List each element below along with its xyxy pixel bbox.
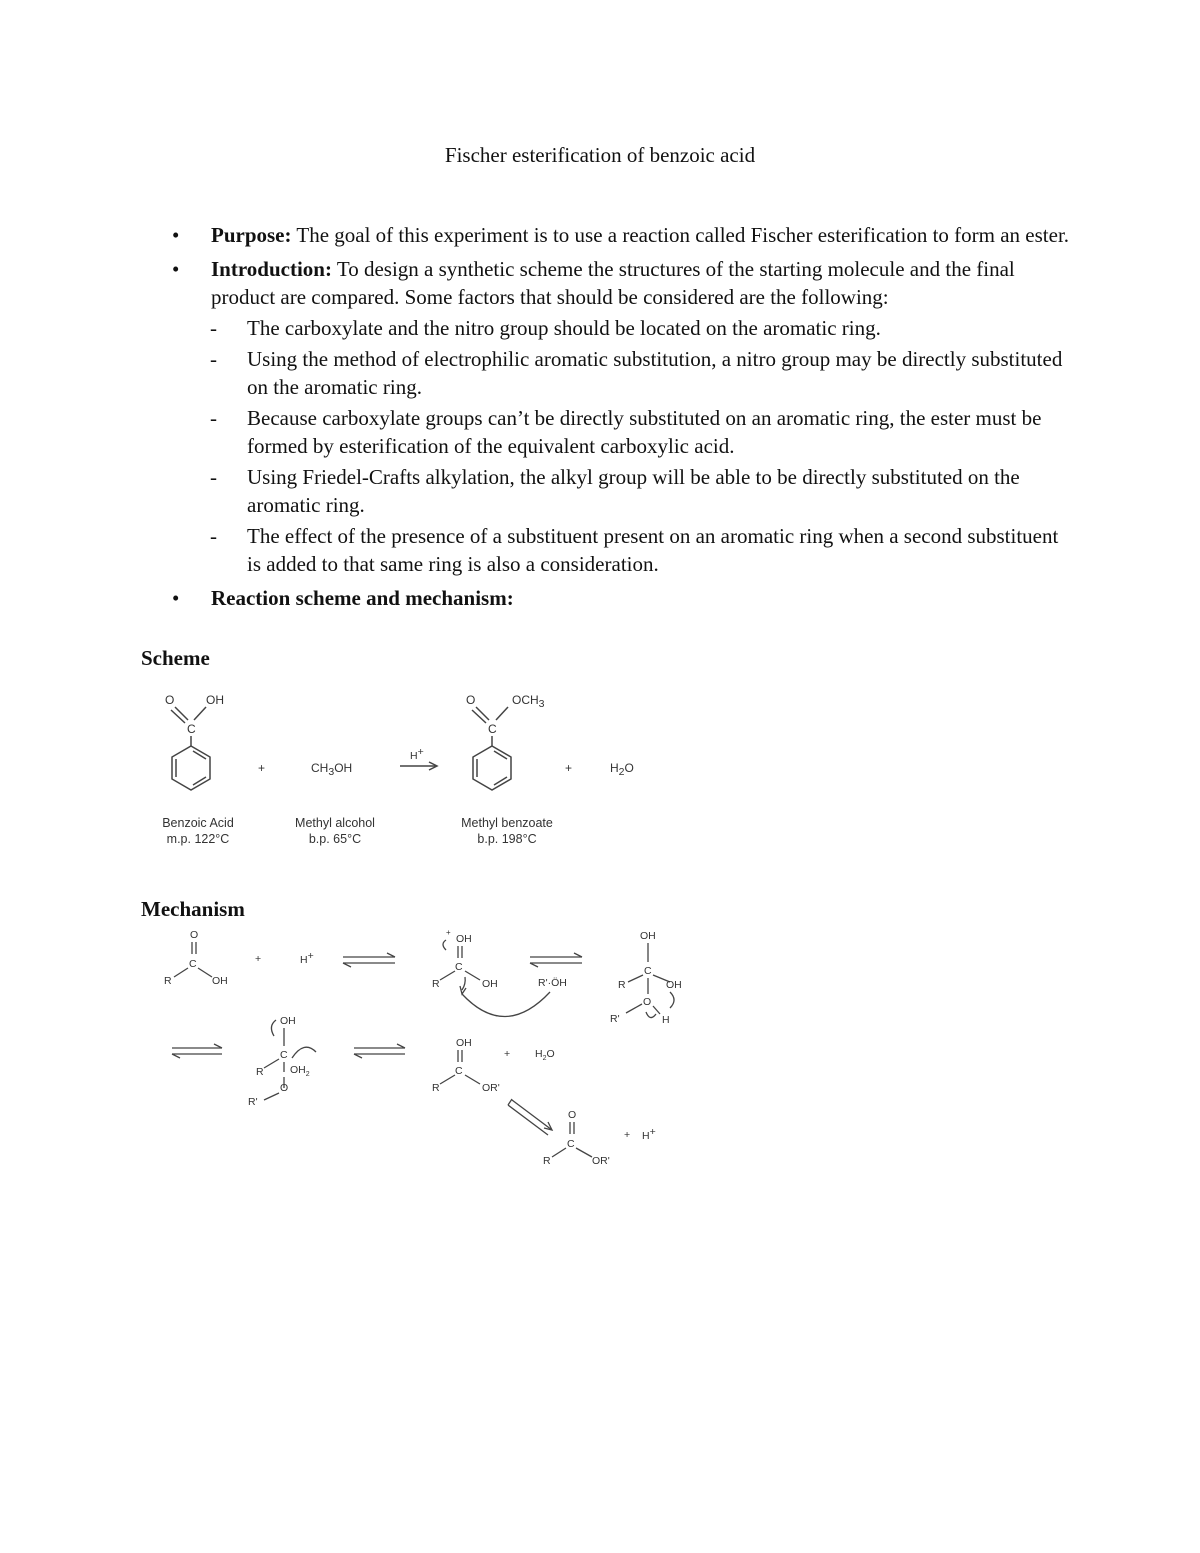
dash-icon: - <box>210 316 217 340</box>
svg-text:O: O <box>190 929 199 941</box>
protonated-ester <box>432 1030 500 1094</box>
benzoic-acid-structure <box>165 693 224 790</box>
svg-text:O: O <box>165 693 175 707</box>
page-title: Fischer esterification of benzoic acid <box>444 143 756 167</box>
svg-text:O: O <box>568 1109 577 1121</box>
list-item: - Using Friedel-Crafts alkylation, the alkyl group will be able to be directly substituted on the aromatic ring. <box>210 465 1020 517</box>
svg-text:OCH3: OCH3 <box>512 693 545 710</box>
svg-text:OH: OH <box>456 933 472 945</box>
plus-sign: + <box>255 953 262 965</box>
bullet-icon: • <box>172 586 180 610</box>
svg-text:R': R' <box>610 1013 620 1025</box>
svg-text:OR': OR' <box>482 1082 500 1094</box>
benzoic-acid-name: Benzoic Acid <box>162 816 234 830</box>
svg-text:OH: OH <box>640 930 656 942</box>
equilibrium-arrow <box>508 1099 552 1135</box>
svg-text:C: C <box>488 722 497 736</box>
equilibrium-arrow <box>172 1044 222 1058</box>
svg-text:OH: OH <box>206 693 224 707</box>
tetrahedral-intermediate <box>610 930 682 1026</box>
bullet-icon: • <box>172 223 180 247</box>
equilibrium-arrow <box>343 953 395 967</box>
svg-text:O: O <box>280 1082 289 1094</box>
list-item: - The effect of the presence of a substituent present on an aromatic ring when a second substituent is added to that same ring is also a consideration. <box>210 524 1059 576</box>
list-item: - The carboxylate and the nitro group should be located on the aromatic ring. <box>210 316 881 340</box>
list-item: - Because carboxylate groups can’t be directly substituted on an aromatic ring, the ester must be formed by esterification of the equivalent carboxylic acid. <box>210 406 1042 458</box>
svg-text:OH: OH <box>666 979 682 991</box>
svg-text:C: C <box>455 1065 463 1077</box>
list-item: - Using the method of electrophilic aromatic substitution, a nitro group may be directly substituted on the aromatic ring. <box>210 347 1063 399</box>
reaction-scheme <box>140 680 660 855</box>
scheme-heading: Scheme <box>141 646 210 670</box>
reaction-heading: Reaction scheme and mechanism: <box>211 586 514 610</box>
svg-text:OH2: $OH_2$ <box>290 1064 310 1078</box>
introduction-text: To design a synthetic scheme the structures of the starting molecule and the final product are compared. Some factors that should be considered are the following: <box>211 257 1015 309</box>
plus-sign: + <box>624 1129 631 1141</box>
plus-sign: + <box>258 761 266 775</box>
equilibrium-arrow <box>530 953 582 967</box>
svg-text:R: R <box>543 1155 551 1167</box>
plus-sign: + <box>504 1048 511 1060</box>
svg-text:H: H <box>662 1014 670 1026</box>
svg-text:O: O <box>643 996 652 1008</box>
mechanism-diagram <box>140 922 700 1177</box>
h-plus-product: H+ <box>642 1126 656 1142</box>
purpose-item <box>172 221 1072 249</box>
introduction-label: Introduction: <box>211 257 332 281</box>
methyl-benzoate-name: Methyl benzoate <box>461 816 553 830</box>
svg-text:O: O <box>466 693 476 707</box>
svg-text:OR': OR' <box>592 1155 610 1167</box>
methanol-formula: CH3OH <box>311 761 353 778</box>
equilibrium-arrow <box>354 1044 405 1058</box>
svg-text:R: R <box>618 979 626 991</box>
svg-text:R: R <box>164 975 172 987</box>
dash-icon: - <box>210 406 217 430</box>
svg-text:+: + <box>446 928 451 937</box>
svg-text:C: C <box>644 965 652 977</box>
water-product: $H_2O$ <box>535 1048 555 1062</box>
svg-text:R: R <box>432 1082 440 1094</box>
svg-text:C: C <box>189 958 197 970</box>
bullet-icon: • <box>172 257 180 281</box>
plus-sign: + <box>565 761 573 775</box>
water-formula: H2O <box>610 761 634 778</box>
svg-text:C: C <box>280 1049 288 1061</box>
svg-text:OH: OH <box>456 1037 472 1049</box>
svg-text:C: C <box>567 1138 575 1150</box>
svg-text:R': R' <box>248 1096 258 1108</box>
mechanism-heading: Mechanism <box>141 897 245 921</box>
svg-text:OH: OH <box>212 975 228 987</box>
svg-text:OH: OH <box>482 978 498 990</box>
bullet-list <box>172 221 1072 618</box>
svg-text:OH: OH <box>280 1015 296 1027</box>
purpose-text: The goal of this experiment is to use a reaction called Fischer esterification to form an ester. <box>291 223 1070 247</box>
purpose-label: Purpose: <box>211 223 292 247</box>
protonated-acid <box>432 928 498 990</box>
svg-text:R: R <box>256 1066 264 1078</box>
nucleophile: R'·ÖH <box>538 977 567 989</box>
carboxylic-acid <box>164 929 228 987</box>
svg-text:H+: H+ <box>410 746 424 762</box>
curved-arrow <box>462 992 550 1017</box>
dash-icon: - <box>210 465 217 489</box>
dash-icon: - <box>210 524 217 548</box>
benzoic-acid-prop: m.p. 122°C <box>166 832 230 846</box>
reaction-item <box>172 584 1072 612</box>
ester-product <box>543 1109 610 1167</box>
methanol-name: Methyl alcohol <box>295 816 375 830</box>
leaving-group-intermediate <box>248 1015 316 1108</box>
h-plus: H+ <box>300 950 314 966</box>
svg-text:C: C <box>187 722 196 736</box>
svg-text:C: C <box>455 961 463 973</box>
methyl-benzoate-prop: b.p. 198°C <box>477 832 537 846</box>
dash-icon: - <box>210 347 217 371</box>
svg-text:R: R <box>432 978 440 990</box>
reaction-arrow <box>400 746 437 770</box>
introduction-item <box>172 255 1072 578</box>
methanol-prop: b.p. 65°C <box>308 832 362 846</box>
methyl-benzoate-structure <box>466 693 545 790</box>
